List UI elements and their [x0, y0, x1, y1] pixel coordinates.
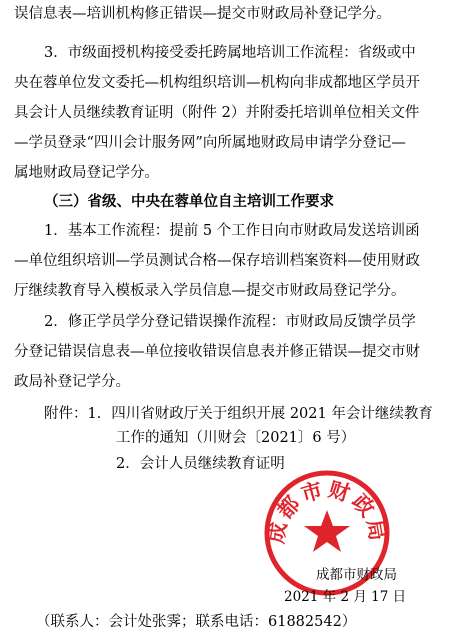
issue-date: 2021 年 2 月 17 日	[284, 589, 407, 605]
issuer-signature: 成都市财政局	[316, 567, 397, 583]
paragraph-line: 3．市级面授机构接受委托跨属地培训工作流程：省级或中	[44, 45, 416, 61]
paragraph-line: 2．修正学员学分登记错误操作流程：市财政局反馈学员学	[44, 314, 416, 330]
contact-line: （联系人：会计处张霁；联系电话：61882542）	[36, 614, 357, 630]
paragraph-line: 具会计人员继续教育证明（附件 2）并附委托培训单位相关文件	[14, 105, 420, 121]
attachment-line: 附件：1．四川省财政厅关于组织开展 2021 年会计继续教育	[44, 406, 433, 422]
paragraph-line: 属地财政局登记学分。	[14, 165, 159, 181]
paragraph-line: —学员登录“四川会计服务网”向所属地财政局申请学分登记—	[14, 135, 406, 151]
seal-star-icon	[304, 510, 350, 552]
attachment-line: 2．会计人员继续教育证明	[116, 456, 285, 472]
section-heading: （三）省级、中央在蓉单位自主培训工作要求	[44, 193, 334, 210]
paragraph-line: 误信息表—培训机构修正错误—提交市财政局补登记学分。	[14, 6, 391, 22]
paragraph-line: —单位组织培训—学员测试合格—保存培训档案资料—使用财政	[14, 253, 420, 269]
paragraph-line: 1．基本工作流程：提前 5 个工作日向市财政局发送培训函	[44, 223, 420, 239]
paragraph-line: 央在蓉单位发文委托—机构组织培训—机构向非成都地区学员开	[14, 75, 420, 91]
seal-text: 成都市财政局	[262, 476, 392, 546]
paragraph-line: 分登记错误信息表—单位接收错误信息表并修正错误—提交市财	[14, 344, 420, 360]
paragraph-line: 厅继续教育导入模板录入学员信息—提交市财政局登记学分。	[14, 283, 406, 299]
paragraph-line: 政局补登记学分。	[14, 374, 130, 390]
attachment-line: 工作的通知（川财会〔2021〕6 号）	[116, 430, 356, 446]
